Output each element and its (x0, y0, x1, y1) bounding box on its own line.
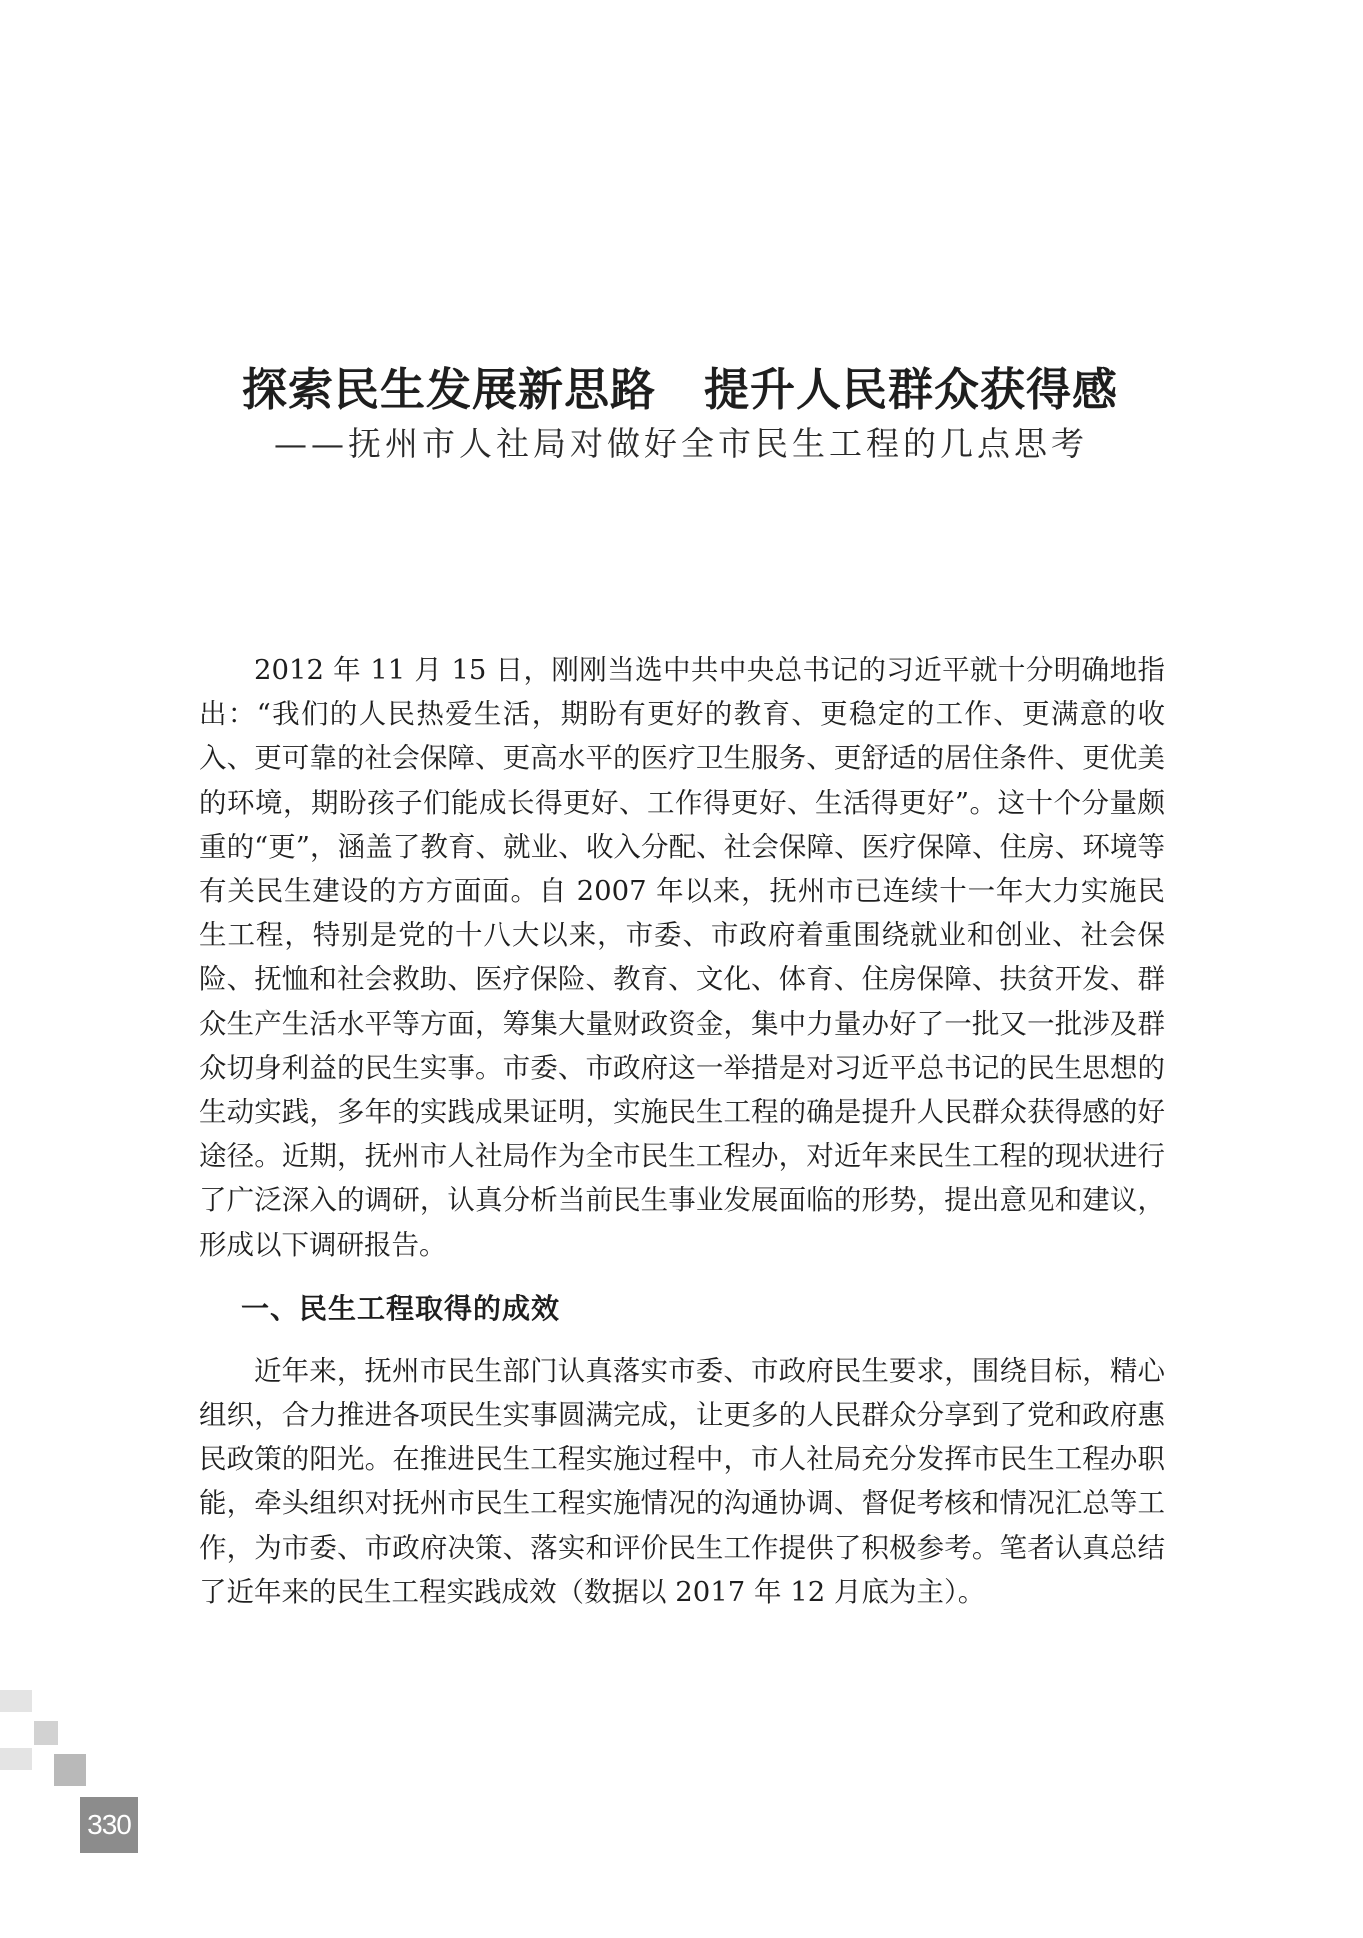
decorative-square (54, 1754, 86, 1786)
section-heading: 一、民生工程取得的成效 (241, 1291, 561, 1325)
title-block (150, 360, 1210, 468)
section-paragraph: 近年来，抚州市民生部门认真落实市委、市政府民生要求，围绕目标，精心组织，合力推进各项民生实事圆满完成，让更多的人民群众分享到了党和政府惠民政策的阳光。在推进民生工程实施过程中，市人社局充分发挥市民生工程办职能，牵头组织对抚州市民生工程实施情况的沟通协调、督促考核和情况汇总等工作，为市委、市政府决策、落实和评价民生工作提供了积极参考。笔者认真总结了近年来的民生工程实践成效（数据以 2017 年 12 月底为主）。 (199, 1354, 1165, 1608)
page-number: 330 (80, 1797, 138, 1853)
intro-paragraph: 2012 年 11 月 15 日，刚刚当选中共中央总书记的习近平就十分明确地指出：“我们的人民热爱生活，期盼有更好的教育、更稳定的工作、更满意的收入、更可靠的社会保障、更高水平的医疗卫生服务、更舒适的居住条件、更优美的环境，期盼孩子们能成长得更好、工作得更好、生活得更好”。这十个分量颇重的“更”，涵盖了教育、就业、收入分配、社会保障、医疗保障、住房、环境等有关民生建设的方方面面。自 2007 年以来，抚州市已连续十一年大力实施民生工程，特别是党的十八大以来，市委、市政府着重围绕就业和创业、社会保险、抚恤和社会救助、医疗保险、教育、文化、体育、住房保障、扶贫开发、群众生产生活水平等方面，筹集大量财政资金，集中力量办好了一批又一批涉及群众切身利益的民生实事。市委、市政府这一举措是对习近平总书记的民生思想的生动实践，多年的实践成果证明，实施民生工程的确是提升人民群众获得感的好途径。近期，抚州市人社局作为全市民生工程办，对近年来民生工程的现状进行了广泛深入的调研，认真分析当前民生事业发展面临的形势，提出意见和建议，形成以下调研报告。 (199, 654, 1165, 1261)
decorative-square (34, 1721, 58, 1745)
article-body (199, 648, 1165, 1614)
main-title-part-1: 探索民生发展新思路 (241, 363, 656, 416)
decorative-square (0, 1690, 32, 1712)
main-title (150, 360, 1210, 420)
main-title-part-2: 提升人民群众获得感 (704, 363, 1119, 416)
decorative-square (0, 1748, 32, 1770)
subtitle: ——抚州市人社局对做好全市民生工程的几点思考 (274, 424, 1088, 463)
